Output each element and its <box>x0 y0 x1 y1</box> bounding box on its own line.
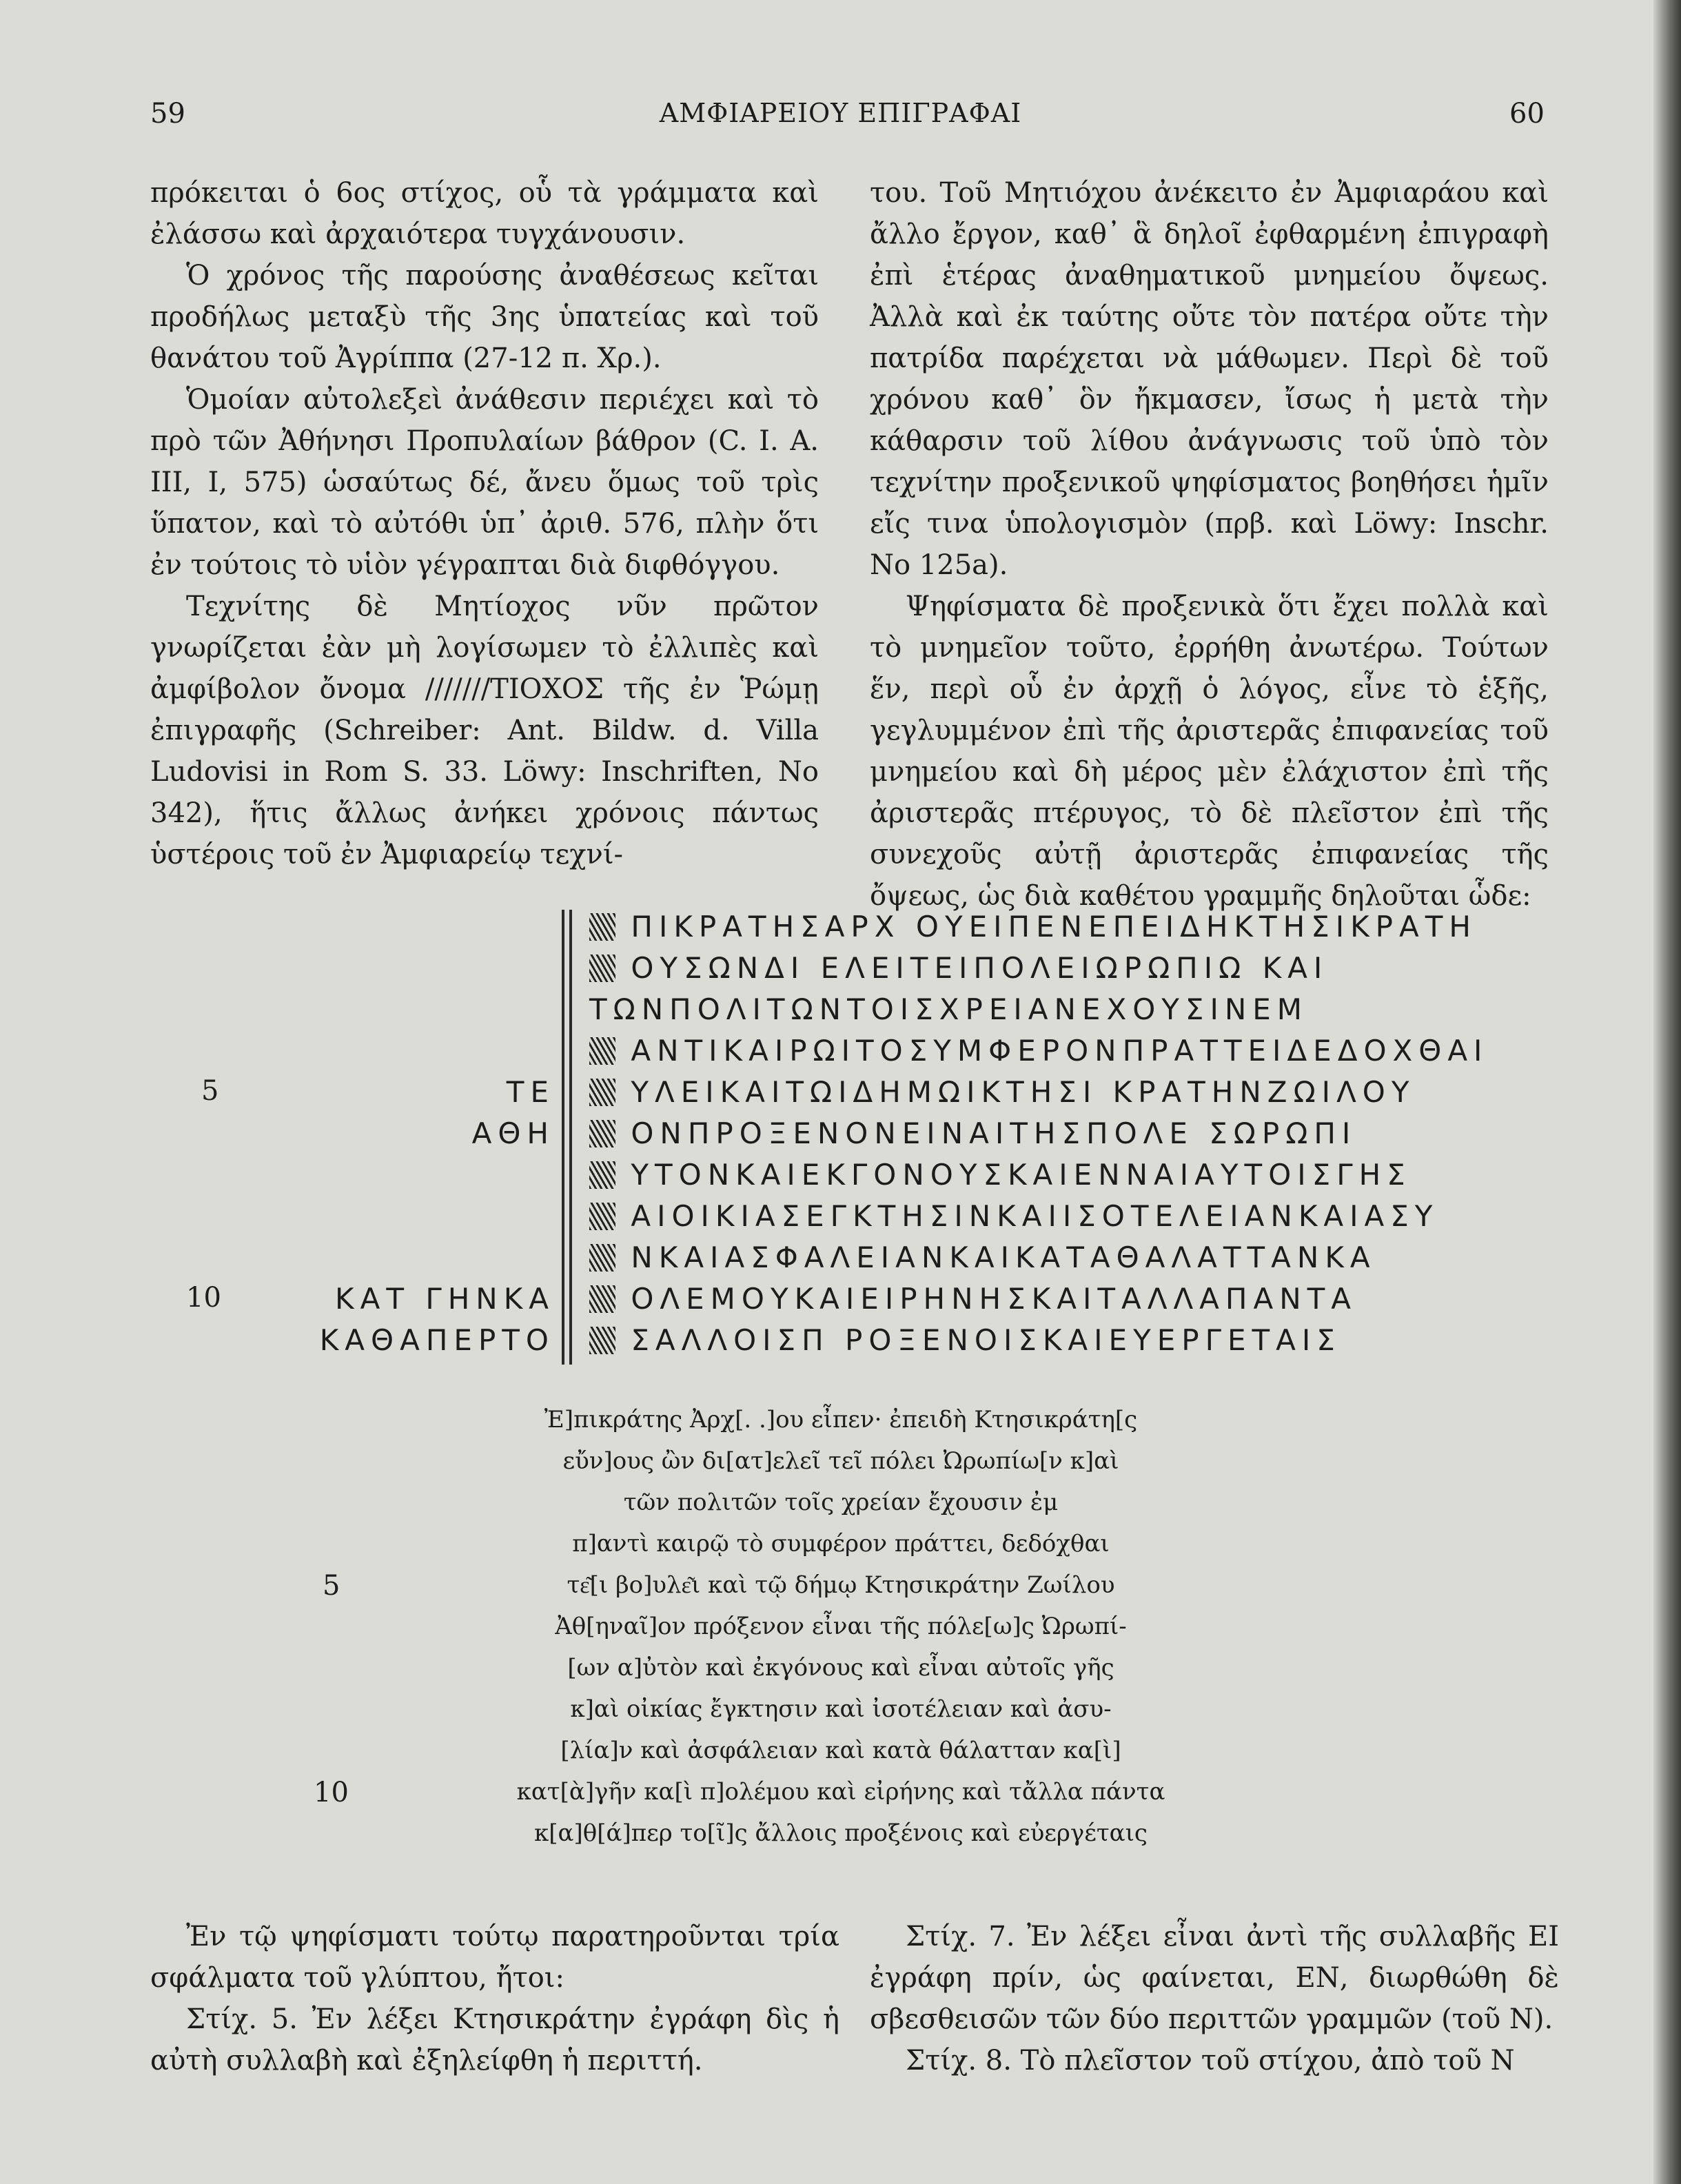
footer-left-paragraph-1: Ἐν τῷ ψηφίσματι τούτῳ παρατηροῦνται τρία σφάλματα τοῦ γλύπτου, ἤτοι: <box>150 1921 839 1994</box>
inscription-line <box>589 1030 1488 1072</box>
inscription-divider <box>562 910 564 1365</box>
inscription-text: ΠΙΚΡΑΤΗΣΑΡΧ ΟΥΕΙΠΕΝΕΠΕΙΔΗΚΤΗΣΙΚΡΑΤΗ <box>631 910 1477 943</box>
inscription-line <box>589 1278 1357 1320</box>
footer-left-paragraph-2: Στίχ. 5. Ἐν λέξει Κτησικράτην ἐγράφη δὶς ἡ αὐτὴ συλλαβὴ καὶ ἐξηλείφθη ἡ περιττή. <box>150 2003 839 2076</box>
left-paragraph-3: Ὁμοίαν αὐτολεξεὶ ἀνάθεσιν περιέχει καὶ τὸ πρὸ τῶν Ἀθήνησι Προπυλαίων βάθρον (C. I. A. III, I, 575) ὡσαύτως δέ, ἄνευ ὅμως τοῦ τρὶς ὕπατον, καὶ τὸ αὐτόθι ὑπ᾽ ἀριθ. 576, πλὴν ὅτι ἐν τούτοις τὸ υἱὸν γέγραπται διὰ διφθόγγου. <box>150 384 819 581</box>
transcription-line: κατ[ὰ]γῆν κα[ὶ π]ολέμου καὶ εἰρήνης καὶ τἄλλα πάντα <box>516 1778 1165 1806</box>
inscription-line-number: 5 <box>201 1075 219 1107</box>
transcription-line: κ[α]θ[ά]περ το[ῖ]ς ἄλλοις προξένοις καὶ εὐεργέταις <box>534 1819 1148 1847</box>
right-paragraph-1: του. Τοῦ Μητιόχου ἀνέκειτο ἐν Ἀμφιαράου καὶ ἄλλο ἔργον, καθ᾽ ἃ δηλοῖ ἐφθαρμένη ἐπιγραφὴ ἐπὶ ἑτέρας ἀναθηματικοῦ μνημείου ὄψεως. Ἀλλὰ καὶ ἐκ ταύτης οὔτε τὸν πατέρα οὔτε τὴν πατρίδα παρέχεται νὰ μάθωμεν. Περὶ δὲ τοῦ χρόνου καθ᾽ ὃν ἤκμασεν, ἴσως ἡ μετὰ τὴν κάθαρσιν τοῦ λίθου ἀνάγνωσις τοῦ ὑπὸ τὸν τεχνίτην προξενικοῦ ψηφίσματος βοηθήσει ἡμῖν εἴς τινα ὑπολογισμὸν (πρβ. καὶ Löwy: Inschr. Nο 125a). <box>870 177 1549 581</box>
lacuna <box>589 1203 615 1230</box>
transcription-line: π]αντὶ καιρῷ τὸ συμφέρον πράττει, δεδόχθαι <box>572 1530 1110 1558</box>
inscription-text: ΑΝΤΙΚΑΙΡΩΙΤΟΣΥΜΦΕΡΟΝΠΡΑΤΤΕΙΔΕΔΟΧΘΑΙ <box>631 1034 1489 1068</box>
lacuna <box>589 1244 615 1272</box>
lacuna <box>589 955 615 982</box>
left-paragraph-1: πρόκειται ὁ 6ος στίχος, οὗ τὰ γράμματα καὶ ἐλάσσω καὶ ἀρχαιότερα τυγχάνουσιν. <box>150 177 819 250</box>
inscription-line-number: 10 <box>186 1282 221 1314</box>
left-column <box>150 172 819 875</box>
inscription-text: ΟΥΣΩΝΔΙ ΕΛΕΙΤΕΙΠΟΛΕΙΩΡΩΠΙΩ ΚΑΙ <box>631 951 1329 985</box>
inscription-line <box>589 1237 1376 1278</box>
inscription-text: ΑΙΟΙΚΙΑΣΕΓΚΤΗΣΙΝΚΑΙΙΣΟΤΕΛΕΙΑΝΚΑΙΑΣΥ <box>631 1199 1439 1233</box>
left-paragraph-2: Ὁ χρόνος τῆς παρούσης ἀναθέσεως κεῖται προδήλως μεταξὺ τῆς 3ης ὑπατείας καὶ τοῦ θανάτου τοῦ Ἀγρίππα (27-12 π. Χρ.). <box>150 260 819 374</box>
right-paragraph-2: Ψηφίσματα δὲ προξενικὰ ὅτι ἔχει πολλὰ καὶ τὸ μνημεῖον τοῦτο, ἐρρήθη ἀνωτέρω. Τούτων ἕν, περὶ οὗ ἐν ἀρχῇ ὁ λόγος, εἶνε τὸ ἑξῆς, γεγλυμμένον ἐπὶ τῆς ἀριστερᾶς ἐπιφανείας τοῦ μνημείου καὶ δὴ μέρος μὲν ἐλάχιστον ἐπὶ τῆς ἀριστερᾶς πτέρυγος, τὸ δὲ πλεῖστον ἐπὶ τῆς συνεχοῦς αὐτῇ ἀριστερᾶς ἐπιφανείας τῆς ὄψεως, ὡς διὰ καθέτου γραμμῆς δηλοῦται ὧδε: <box>870 591 1549 912</box>
inscription-divider <box>569 910 572 1365</box>
lacuna <box>589 1079 615 1106</box>
lacuna <box>589 1120 615 1147</box>
inscription-text: ΥΛΕΙΚΑΙΤΩΙΔΗΜΩΙΚΤΗΣΙ ΚΡΑΤΗΝΖΩΙΛΟΥ <box>631 1075 1416 1109</box>
transcription-line: Ἐ]πικράτης Ἀρχ[. .]ου εἶπεν· ἐπειδὴ Κτησικράτη[ς <box>544 1406 1138 1433</box>
transcription-line: εὔν]ους ὢν δι[ατ]ελεῖ τεῖ πόλει Ὠρωπίω[ν κ]αὶ <box>562 1447 1119 1475</box>
running-title: ΑΜΦΙΑΡΕΙΟΥ ΕΠΙΓΡΑΦΑΙ <box>659 98 1022 128</box>
inscription-text: ΣΑΛΛΟΙΣΠ ΡΟΞΕΝΟΙΣΚΑΙΕΥΕΡΓΕΤΑΙΣ <box>631 1323 1341 1357</box>
lacuna <box>589 1161 615 1189</box>
footer-left <box>150 1916 839 2081</box>
inscription-text: ΟΝΠΡΟΞΕΝΟΝΕΙΝΑΙΤΗΣΠΟΛΕ ΣΩΡΩΠΙ <box>631 1116 1357 1150</box>
inscription-line <box>589 1320 1341 1361</box>
inscription-line <box>589 906 1477 948</box>
inscription-line <box>589 1072 1416 1113</box>
lacuna <box>589 913 615 941</box>
inscription-side-line: ΚΑΘΑΠΕΡΤΟ <box>319 1323 555 1357</box>
transcription-line: [ων α]ὐτὸν καὶ ἐκγόνους καὶ εἶναι αὐτοῖς γῆς <box>567 1654 1114 1682</box>
left-page-number: 59 <box>150 98 185 130</box>
inscription-side-line: ΤΕ <box>506 1075 555 1109</box>
inscription-line <box>589 1196 1438 1237</box>
lacuna <box>589 1327 615 1354</box>
right-column <box>870 172 1549 917</box>
lacuna <box>589 1285 615 1313</box>
inscription-line <box>589 1113 1356 1154</box>
transcription-line: κ]αὶ οἰκίας ἔγκτησιν καὶ ἰσοτέλειαν καὶ ἀσυ- <box>570 1695 1112 1723</box>
inscription-side-line: ΚΑΤ ΓΗΝΚΑ <box>335 1282 555 1316</box>
transcription-line: τῶν πολιτῶν τοῖς χρείαν ἔχουσιν ἐμ <box>623 1489 1059 1516</box>
transcription-line-number: 10 <box>314 1777 349 1808</box>
transcription-line: [λία]ν καὶ ἀσφάλειαν καὶ κατὰ θάλατταν κα[ὶ] <box>560 1737 1121 1764</box>
lacuna <box>589 1037 615 1065</box>
book-spine-shadow <box>1653 0 1681 2184</box>
footer-right-paragraph-2: Στίχ. 8. Τὸ πλεῖστον τοῦ στίχου, ἀπὸ τοῦ Ν <box>906 2045 1515 2076</box>
footer-right-paragraph-1: Στίχ. 7. Ἐν λέξει εἶναι ἀντὶ τῆς συλλαβῆς ΕΙ ἐγράφη πρίν, ὡς φαίνεται, ΕΝ, διωρθώθη δὲ σβεσθεισῶν τῶν δύο περιττῶν γραμμῶν (τοῦ Ν). <box>870 1921 1559 2035</box>
inscription-line <box>589 948 1328 989</box>
left-paragraph-4: Τεχνίτης δὲ Μητίοχος νῦν πρῶτον γνωρίζεται ἐὰν μὴ λογίσωμεν τὸ ἐλλιπὲς καὶ ἀμφίβολον ὄνομα ///////ΤΙΟΧΟΣ τῆς ἐν Ῥώμῃ ἐπιγραφῆς (Schreiber: Ant. Bildw. d. Villa Ludovisi in Rom S. 33. Löwy: Inschriften, Nο 342), ἥτις ἄλλως ἀνήκει χρόνοις πάντως ὑστέροις τοῦ ἐν Ἀμφιαρείῳ τεχνί- <box>150 591 819 870</box>
inscription-text: ΝΚΑΙΑΣΦΑΛΕΙΑΝΚΑΙΚΑΤΑΘΑΛΑΤΤΑΝΚΑ <box>631 1241 1376 1274</box>
inscription-line: ΤΩΝΠΟΛΙΤΩΝΤΟΙΣΧΡΕΙΑΝΕΧΟΥΣΙΝΕΜ <box>589 992 1309 1026</box>
inscription-line <box>589 1154 1412 1196</box>
transcription-line: τε͂[ι βο]υλε͂ι καὶ τῷ δήμῳ Κτησικράτην Ζωίλου <box>567 1571 1115 1599</box>
inscription-text: ΟΛΕΜΟΥΚΑΙΕΙΡΗΝΗΣΚΑΙΤΑΛΛΑΠΑΝΤΑ <box>631 1282 1358 1316</box>
right-page-number: 60 <box>1509 98 1545 130</box>
inscription-side-line: ΑΘΗ <box>471 1116 555 1150</box>
transcription-line: Ἀθ[ηναῖ]ον πρόξενον εἶναι τῆς πόλε[ω]ς Ὠρωπί- <box>555 1613 1127 1640</box>
footer-right <box>870 1916 1559 2081</box>
inscription-text: ΥΤΟΝΚΑΙΕΚΓΟΝΟΥΣΚΑΙΕΝΝΑΙΑΥΤΟΙΣΓΗΣ <box>631 1158 1412 1192</box>
transcription-line-number: 5 <box>323 1570 340 1602</box>
